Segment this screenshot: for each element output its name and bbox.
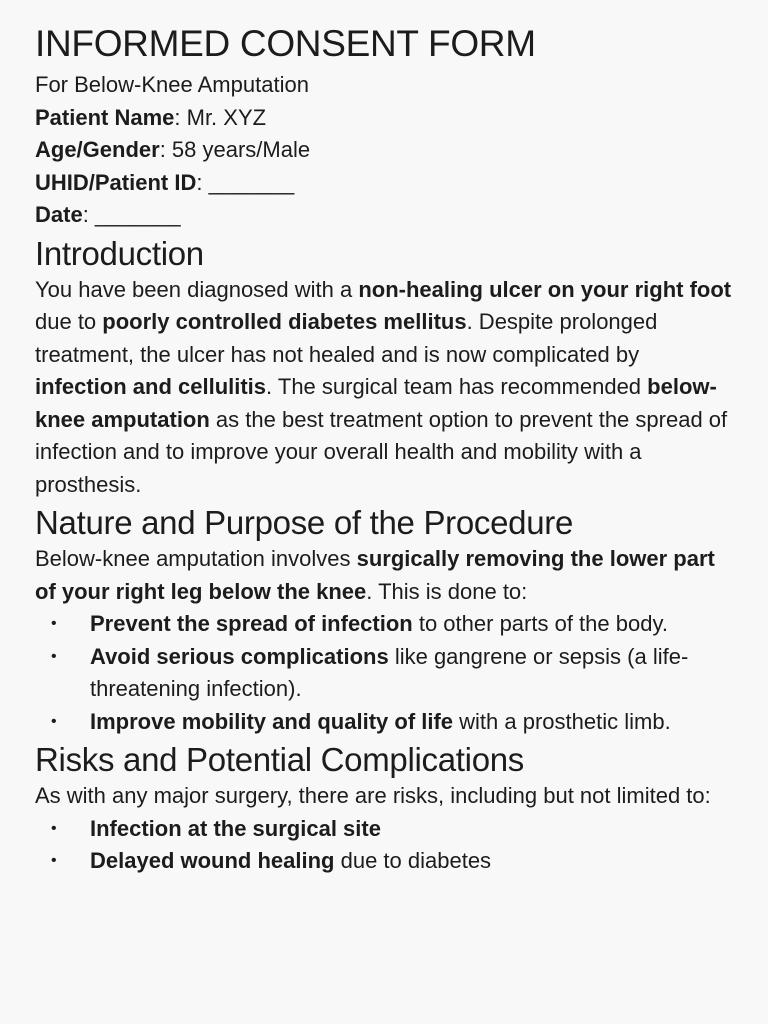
- bullet-text: like gangrene or sepsis (a life-threatening infection).: [90, 643, 689, 701]
- nature-bold-1: surgically removing the lower part of your right leg below the knee: [35, 546, 715, 604]
- date-label: Date: [35, 202, 83, 227]
- list-item: [35, 608, 732, 641]
- bullet-text: to other parts of the body.: [412, 611, 668, 636]
- bullet-text: due to diabetes: [334, 848, 492, 873]
- bullet-bold: Improve mobility and quality of life: [90, 708, 454, 734]
- list-item: [35, 706, 732, 739]
- intro-text-5: as the best treatment option to prevent the spread of infection and to improve your overall health and mobility with a prosthesis.: [35, 406, 728, 497]
- list-item: [35, 641, 732, 706]
- bullet-icon: •: [51, 819, 57, 837]
- form-title: INFORMED CONSENT FORM: [35, 23, 536, 64]
- intro-text-1: You have been diagnosed with a: [35, 276, 359, 302]
- bullet-text: with a prosthetic limb.: [453, 708, 671, 734]
- patient-id-label: UHID/Patient ID: [35, 169, 197, 195]
- risks-heading: Risks and Potential Complications: [35, 741, 524, 778]
- introduction-paragraph: [35, 274, 732, 502]
- patient-details: [35, 69, 732, 232]
- age-gender-row: [35, 134, 732, 167]
- date-row: [35, 199, 732, 232]
- nature-text-1: Below-knee amputation involves: [35, 546, 357, 571]
- intro-text-2: due to: [35, 309, 103, 334]
- risks-bullet-list: [35, 813, 732, 878]
- patient-name-label: Patient Name: [35, 104, 175, 130]
- intro-bold-2: poorly controlled diabetes mellitus: [102, 309, 467, 334]
- age-gender-label: Age/Gender: [35, 137, 160, 162]
- introduction-heading: Introduction: [35, 234, 204, 272]
- bullet-icon: •: [51, 712, 57, 730]
- age-gender-value: : 58 years/Male: [159, 137, 311, 162]
- bullet-bold: Avoid serious complications: [90, 643, 389, 669]
- bullet-icon: •: [51, 647, 57, 665]
- patient-id-value: : _______: [196, 169, 295, 195]
- intro-bold-3: infection and cellulitis: [35, 374, 267, 399]
- intro-bold-1: non-healing ulcer on your right foot: [358, 276, 732, 302]
- intro-bold-4: below-knee amputation: [35, 374, 717, 432]
- intro-text-3: . Despite prolonged treatment, the ulcer has not healed and is now complicated by: [35, 309, 658, 367]
- nature-text-2: . This is done to:: [366, 578, 528, 604]
- nature-bullet-list: [35, 608, 732, 738]
- bullet-bold: Prevent the spread of infection: [90, 611, 413, 636]
- list-item: [35, 813, 732, 846]
- bullet-icon: •: [51, 852, 57, 869]
- list-item: [35, 845, 732, 878]
- bullet-bold: Infection at the surgical site: [90, 815, 381, 841]
- patient-name-row: [35, 102, 732, 135]
- bullet-bold: Delayed wound healing: [90, 848, 335, 873]
- date-value: : _______: [82, 202, 181, 227]
- patient-id-row: [35, 167, 732, 200]
- intro-text-4: . The surgical team has recommended: [266, 374, 648, 399]
- risks-paragraph: As with any major surgery, there are risks, including but not limited to:: [35, 783, 711, 808]
- subtitle: For Below-Knee Amputation: [35, 72, 309, 97]
- nature-paragraph: [35, 543, 732, 608]
- bullet-icon: •: [51, 615, 57, 632]
- patient-name-value: : Mr. XYZ: [174, 104, 267, 130]
- nature-heading: Nature and Purpose of the Procedure: [35, 504, 574, 541]
